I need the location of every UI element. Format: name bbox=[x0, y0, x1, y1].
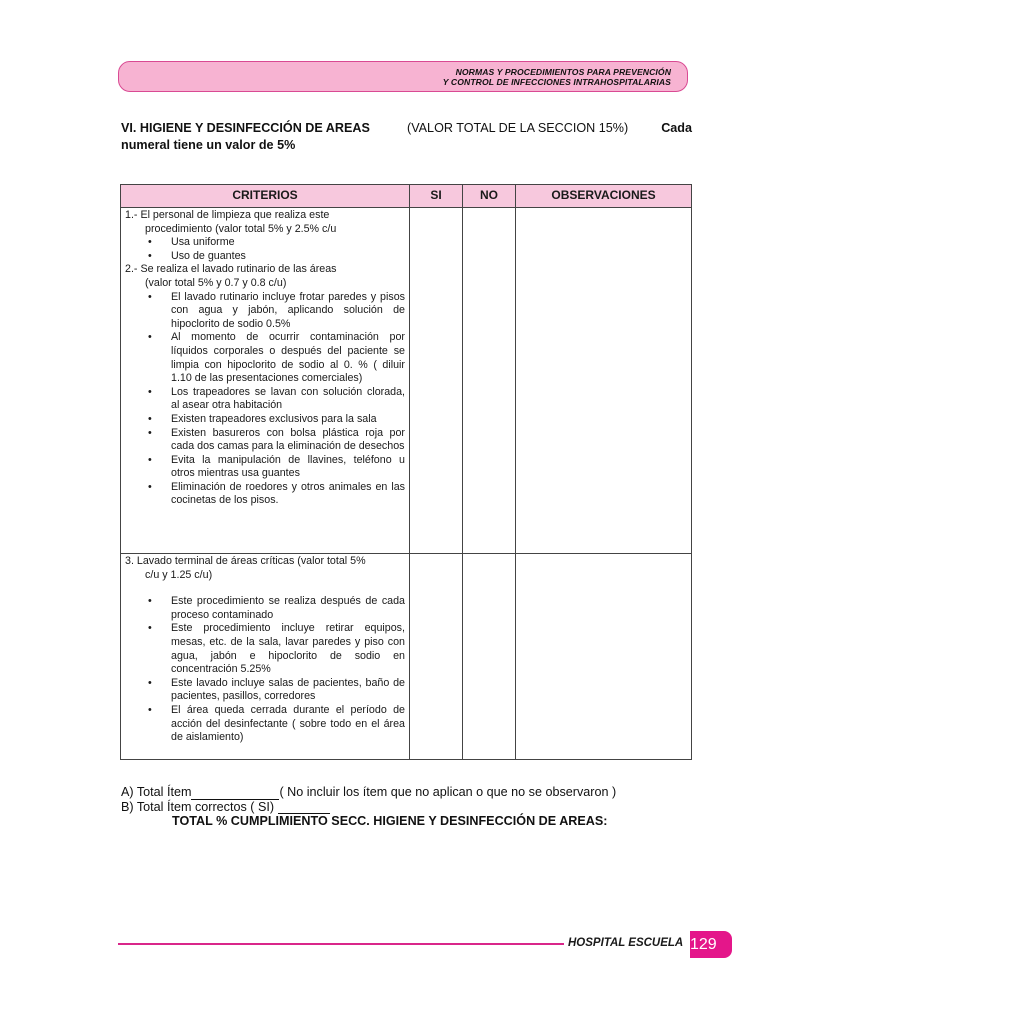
bullet-item: • Uso de guantes bbox=[125, 250, 405, 264]
totals-block bbox=[121, 785, 721, 829]
total-items-label: A) Total Ítem bbox=[121, 785, 192, 799]
criteria-table bbox=[120, 184, 692, 760]
page-number-badge bbox=[690, 931, 732, 958]
total-correct-line bbox=[121, 800, 721, 815]
observaciones-cell[interactable] bbox=[516, 208, 692, 554]
total-items-blank[interactable] bbox=[191, 787, 279, 800]
bullet-item: • Usa uniforme bbox=[125, 236, 405, 250]
bullet-item: • Este lavado incluye salas de pacientes, baño de pacientes, pasillos, corredores bbox=[125, 677, 405, 704]
total-compliance: TOTAL % CUMPLIMIENTO SECC. HIGIENE Y DESINFECCIÓN DE AREAS: bbox=[172, 814, 608, 828]
page-number: 129 bbox=[690, 936, 717, 953]
header-criterios: CRITERIOS bbox=[121, 185, 410, 208]
section-value-note: (VALOR TOTAL DE LA SECCION 15%) bbox=[407, 121, 629, 135]
si-cell[interactable] bbox=[410, 208, 463, 554]
item-1-bullets bbox=[125, 236, 405, 263]
bullet-item: • El lavado rutinario incluye frotar paredes y pisos con agua y jabón, aplicando solución de hipoclorito de sodio 0.5% bbox=[125, 291, 405, 332]
total-items-note: ( No incluir los ítem que no aplican o que no se observaron ) bbox=[279, 785, 617, 799]
bullet-item: • Evita la manipulación de llavines, teléfono u otros mientras usa guantes bbox=[125, 454, 405, 481]
item-3-bullets bbox=[125, 595, 405, 745]
criteria-cell bbox=[121, 208, 410, 554]
table-header-row bbox=[121, 185, 692, 208]
no-cell[interactable] bbox=[463, 208, 516, 554]
bullet-item: • Al momento de ocurrir contaminación por líquidos corporales o después del paciente se limpia con hipoclorito de sodio al 0. % ( diluir 1.10 de las presentaciones comerciales) bbox=[125, 331, 405, 385]
table-row bbox=[121, 208, 692, 554]
section-title bbox=[121, 120, 696, 154]
item-2-title: 2.- Se realiza el lavado rutinario de las áreas bbox=[125, 263, 337, 276]
header-no: NO bbox=[463, 185, 516, 208]
section-heading: VI. HIGIENE Y DESINFECCIÓN DE AREAS bbox=[121, 121, 370, 135]
criteria-cell bbox=[121, 554, 410, 760]
header-line-1: NORMAS Y PROCEDIMIENTOS PARA PREVENCIÓN bbox=[455, 67, 671, 77]
section-cada: Cada bbox=[661, 121, 692, 135]
header-banner bbox=[118, 61, 688, 92]
bullet-item: • Los trapeadores se lavan con solución clorada, al asear otra habitación bbox=[125, 386, 405, 413]
bullet-item: • Eliminación de roedores y otros animales en las cocinetas de los pisos. bbox=[125, 481, 405, 508]
footer-line bbox=[118, 943, 564, 945]
item-3-title: 3. Lavado terminal de áreas críticas (valor total 5% bbox=[125, 555, 366, 567]
no-cell[interactable] bbox=[463, 554, 516, 760]
header-si: SI bbox=[410, 185, 463, 208]
si-cell[interactable] bbox=[410, 554, 463, 760]
bullet-item: • Este procedimiento se realiza después de cada proceso contaminado bbox=[125, 595, 405, 622]
footer-hospital: HOSPITAL ESCUELA bbox=[568, 937, 684, 949]
bullet-item: • Existen trapeadores exclusivos para la sala bbox=[125, 413, 405, 427]
item-3-subtitle: c/u y 1.25 c/u) bbox=[145, 568, 213, 581]
item-2-subtitle: (valor total 5% y 0.7 y 0.8 c/u) bbox=[145, 276, 287, 289]
total-correct-label: B) Total Ítem correctos ( SI) bbox=[121, 799, 275, 814]
header-observaciones: OBSERVACIONES bbox=[516, 185, 692, 208]
observaciones-cell[interactable] bbox=[516, 554, 692, 760]
total-items-line bbox=[121, 785, 721, 800]
bullet-item: • Este procedimiento incluye retirar equipos, mesas, etc. de la sala, lavar paredes y piso con agua, jabón e hipoclorito de sodio en concentración 5.25% bbox=[125, 622, 405, 676]
item-2-bullets bbox=[125, 291, 405, 509]
bullet-item: • Existen basureros con bolsa plástica roja por cada dos camas para la eliminación de desechos bbox=[125, 427, 405, 454]
item-1-subtitle: procedimiento (valor total 5% y 2.5% c/u bbox=[145, 222, 337, 235]
table-row bbox=[121, 554, 692, 760]
item-1-title: 1.- El personal de limpieza que realiza este bbox=[125, 209, 330, 221]
section-subheading: numeral tiene un valor de 5% bbox=[121, 138, 296, 152]
total-correct-blank[interactable] bbox=[278, 801, 330, 814]
header-line-2: Y CONTROL DE INFECCIONES INTRAHOSPITALARIAS bbox=[442, 77, 671, 87]
bullet-item: • El área queda cerrada durante el período de acción del desinfectante ( sobre todo en el área de aislamiento) bbox=[125, 704, 405, 745]
